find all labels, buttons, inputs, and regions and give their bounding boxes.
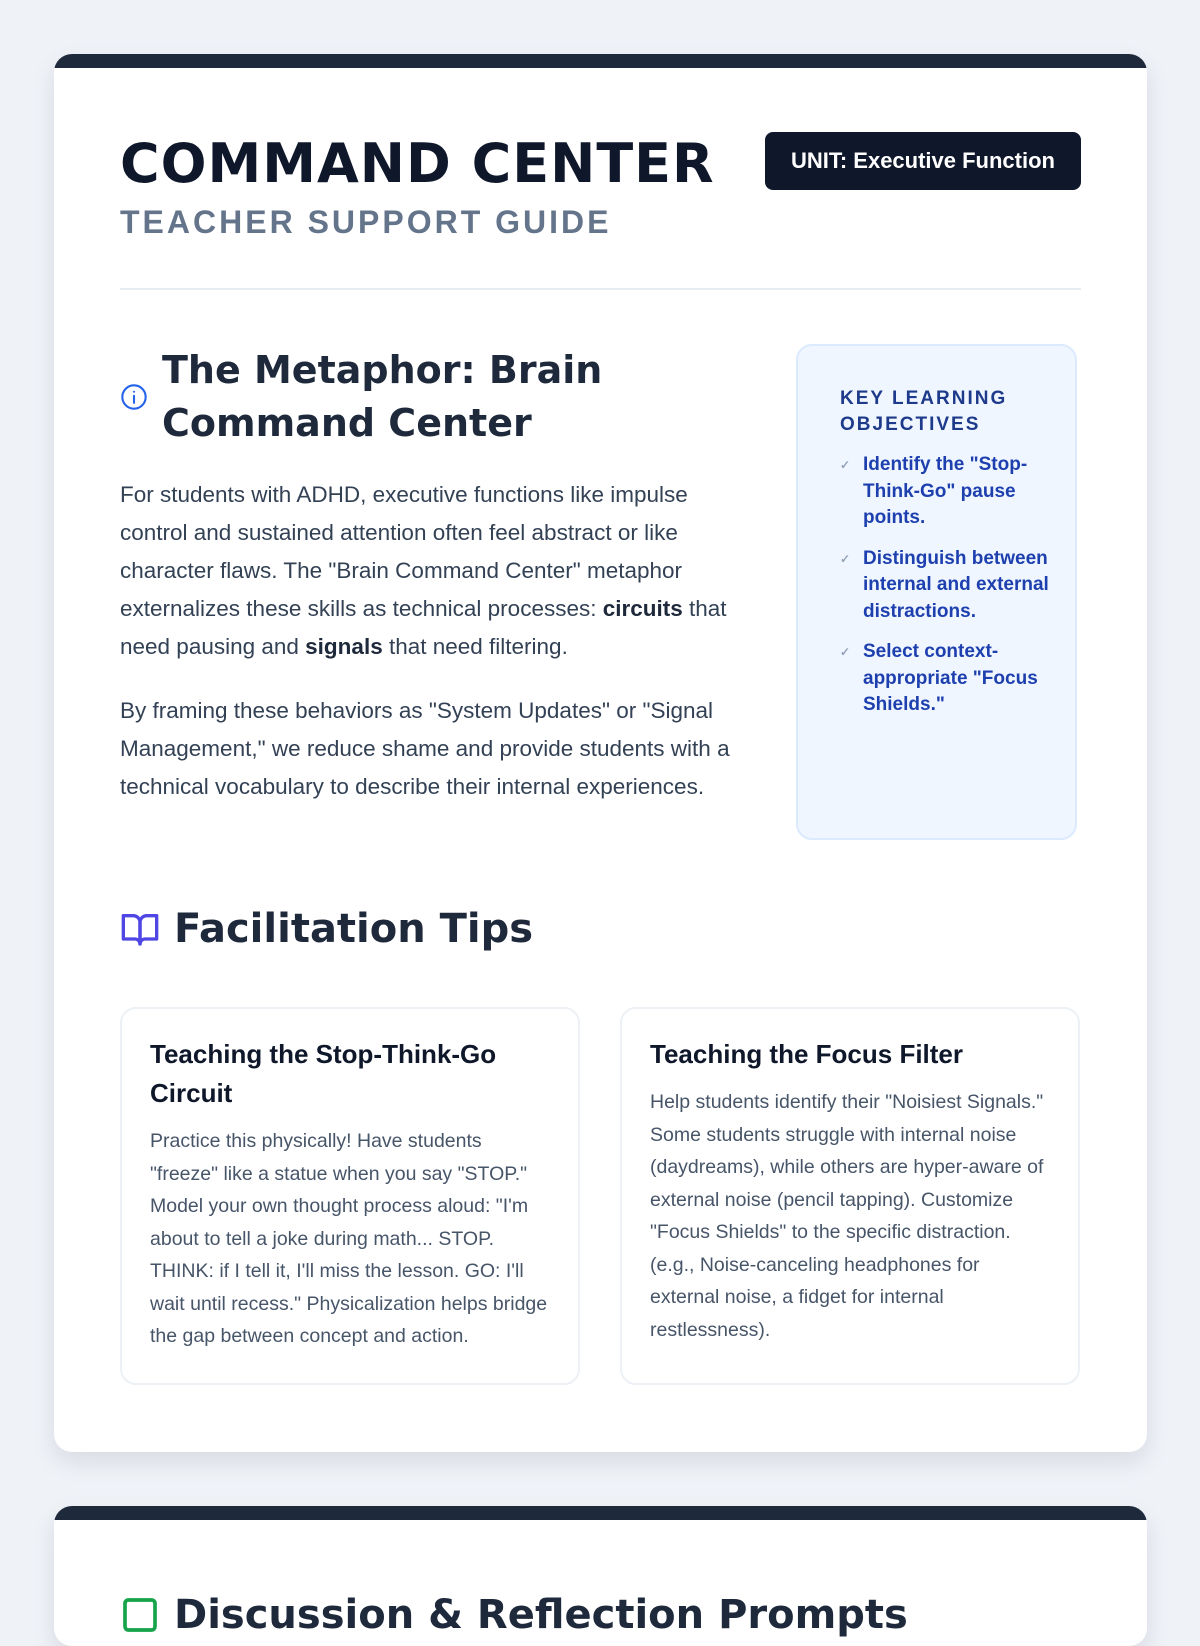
tips-title: Facilitation Tips — [174, 906, 534, 952]
discussion-title: Discussion & Reflection Prompts — [174, 1592, 908, 1638]
book-open-icon — [120, 909, 160, 949]
tip-card-title: Teaching the Stop-Think-Go Circuit — [150, 1039, 497, 1108]
unit-badge: UNIT: Executive Function — [765, 132, 1081, 190]
check-icon: ✓ — [840, 551, 851, 566]
info-icon — [120, 383, 148, 411]
objectives-title: KEY LEARNING OBJECTIVES — [840, 388, 1008, 435]
check-icon: ✓ — [840, 458, 851, 472]
tip-card-text: Help students identify their "Noisiest Signals." Some students struggle with internal noise (daydreams), while others are hyper-aware of external noise (pencil tapping). Customize "Focus Shields" to the specific distraction. (e.g., Noise-canceling headphones for external noise, a fidget for internal restlessness). — [650, 1091, 1044, 1341]
discussion-heading — [120, 1592, 908, 1638]
metaphor-heading — [120, 344, 680, 450]
tip-card-focus-filter — [620, 1007, 1080, 1385]
card-top-bar — [54, 54, 1147, 68]
tips-heading — [120, 906, 533, 952]
objective-item: ✓ Distinguish between internal and external distractions. — [840, 547, 1049, 622]
objective-item: ✓ Select context-appropriate "Focus Shields." — [840, 641, 1038, 715]
metaphor-paragraph-2: By framing these behaviors as "System Updates" or "Signal Management," we reduce shame and provide students with a technical vocabulary to describe their internal experiences. — [120, 698, 730, 799]
metaphor-title: The Metaphor: Brain Command Center — [162, 348, 603, 445]
objectives-box — [796, 344, 1077, 840]
check-icon: ✓ — [840, 645, 851, 659]
term-signals: signals — [305, 634, 383, 659]
square-icon — [120, 1595, 160, 1635]
metaphor-body — [120, 476, 740, 832]
term-circuits: circuits — [602, 596, 683, 621]
tip-card-text: Practice this physically! Have students "freeze" like a statue when you say "STOP." Model your own thought process aloud: "I'm about to tell a joke during math... STOP. THINK: if I tell it, I'll miss the lesson. GO: I'll wait until recess." Physicalization helps bridge the gap between concept and action. — [150, 1130, 548, 1347]
page-title: COMMAND CENTER — [120, 132, 715, 195]
tip-card-stop-think-go — [120, 1007, 580, 1385]
metaphor-paragraph-1: For students with ADHD, executive functions like impulse control and sustained attention often feel abstract or like character flaws. The "Brain Command Center" metaphor externalizes these skills as technical processes: circuits that need pausing and signals that need filtering. — [120, 482, 727, 659]
page-subtitle: TEACHER SUPPORT GUIDE — [120, 204, 612, 240]
objective-item: ✓ Identify the "Stop-Think-Go" pause points. — [840, 454, 1028, 528]
guide-header — [120, 132, 1081, 290]
objectives-list — [840, 452, 1055, 719]
guide-card — [54, 54, 1147, 1452]
tip-card-title: Teaching the Focus Filter — [650, 1039, 964, 1069]
card-top-bar — [54, 1506, 1147, 1520]
discussion-card — [54, 1506, 1147, 1646]
